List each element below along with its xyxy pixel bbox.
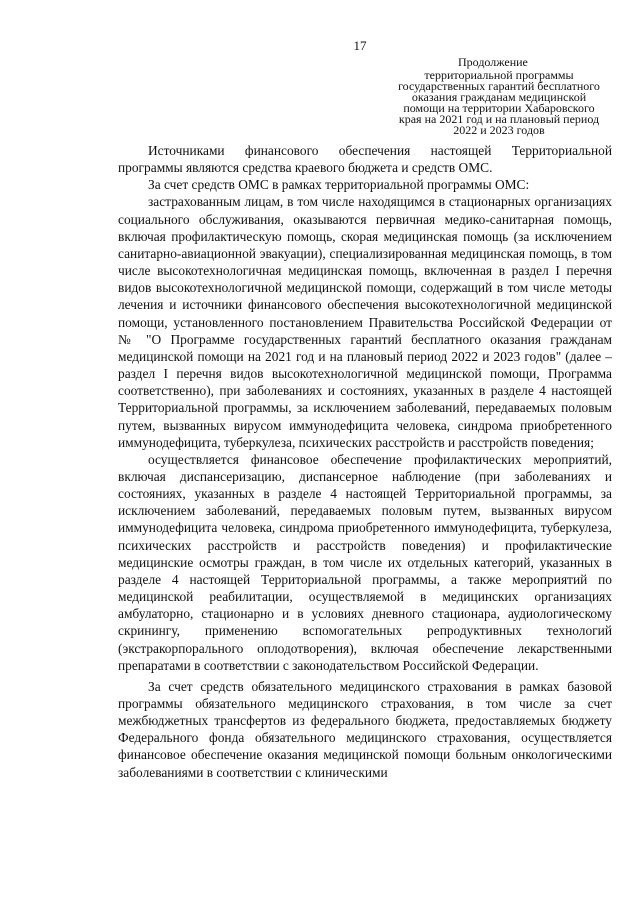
paragraph-insured-persons: застрахованным лицам, в том числе находящимся в стационарных организациях социального обслуживания, оказываются первичная медико-санитарная помощь, включая профилактическую помощь, скорая медицинская помощь (за исключением санитарно-авиационной эвакуации), специализированная медицинская помощь, в том числе высокотехнологичная медицинская помощь, включенная в раздел I перечня видов высокотехнологичной медицинской помощи, содержащий в том числе методы лечения и источники финансового обеспечения высокотехнологичной медицинской помощи, установленного постановлением Правительства Российской Федерации от № "О Программе государственных гарантий бесплатного оказания гражданам медицинской помощи на 2021 год и на плановый период 2022 и 2023 годов" (далее – раздел I перечня видов высокотехнологичной медицинской помощи, Программа соответственно), при заболеваниях и состояниях, указанных в разделе 4 настоящей Территориальной программы, за исключением заболеваний, передаваемых половым путем, вызванных вирусом иммунодефицита человека, синдрома приобретенного иммунодефицита, туберкулеза, психических расстройств и расстройств поведения; bbox=[118, 194, 612, 450]
appendix-line: государственных гарантий бесплатного bbox=[398, 79, 600, 93]
continuation-label: Продолжение bbox=[458, 55, 528, 69]
page-number: 17 bbox=[353, 38, 367, 53]
paragraph-preventive-measures: осуществляется финансовое обеспечение профилактических мероприятий, включая диспансеризацию, диспансерное наблюдение (при заболеваниях и состояниях, указанных в разделе 4 настоящей Территориальной программы, за исключением заболеваний, передаваемых половым путем, вызванных вирусом иммунодефицита человека, синдрома приобретенного иммунодефицита, туберкулеза, психических расстройств и расстройств поведения) и профилактические медицинские осмотры граждан, в том числе их отдельных категорий, указанных в разделе 4 настоящей Территориальной программы, а также мероприятий по медицинской реабилитации, осуществляемой в медицинских организациях амбулаторно, стационарно и в условиях дневного стационара, аудиологическому скринингу, применению вспомогательных репродуктивных технологий (экстракорпорального оплодотворения), включая обеспечение лекарственными препаратами в соответствии с законодательством Российской Федерации. bbox=[118, 451, 612, 673]
appendix-line: территориальной программы bbox=[424, 68, 574, 82]
paragraph-funding-sources: Источниками финансового обеспечения настоящей Территориальной программы являются средства краевого бюджета и средств ОМС. bbox=[118, 143, 612, 176]
appendix-line: помощи на территории Хабаровского bbox=[403, 101, 595, 115]
paragraph-oms-intro: За счет средств ОМС в рамках территориальной программы ОМС: bbox=[148, 177, 530, 193]
appendix-line: 2022 и 2023 годов bbox=[453, 123, 545, 137]
appendix-line: оказания гражданам медицинской bbox=[411, 90, 587, 104]
appendix-reference bbox=[378, 70, 620, 136]
document-body bbox=[118, 142, 612, 781]
paragraph-oncology-funding: За счет средств обязательного медицинского страхования в рамках базовой программы обязательного медицинского страхования, в том числе за счет межбюджетных трансфертов из федерального бюджета, предоставляемых бюджету Федерального фонда обязательного медицинского страхования, осуществляется финансовое обеспечение оказания медицинской помощи больным онкологическими заболеваниями в соответствии с клиническими bbox=[118, 678, 612, 780]
appendix-line: края на 2021 год и на плановый период bbox=[398, 112, 600, 126]
